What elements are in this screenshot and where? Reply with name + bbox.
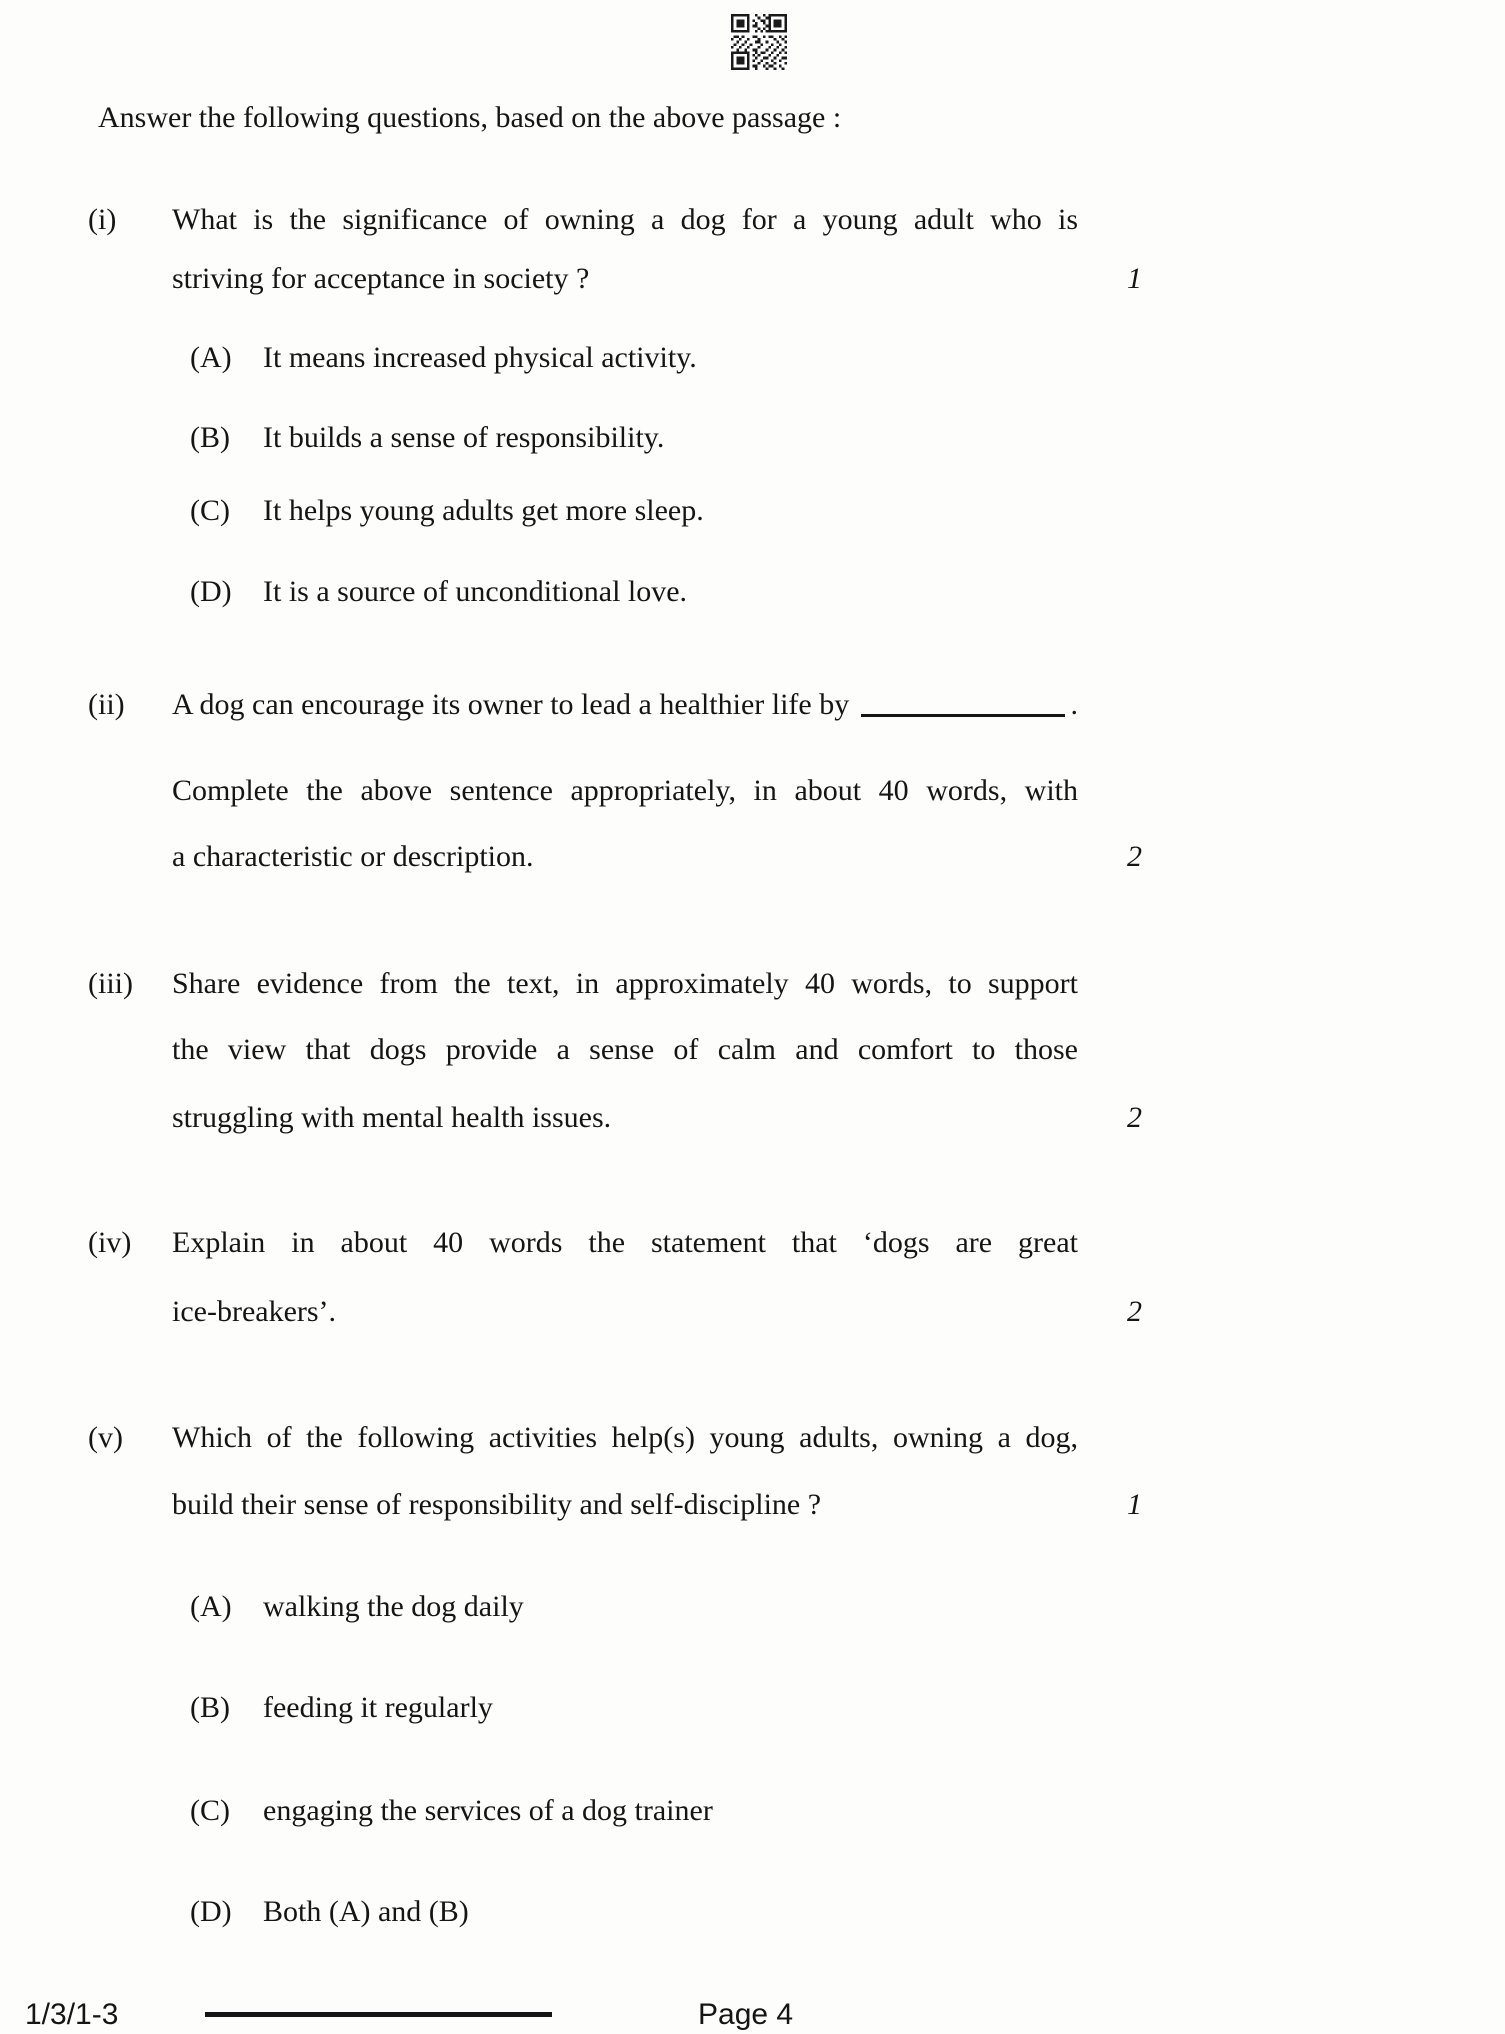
page-number-label: Page 4 <box>698 1998 794 2031</box>
option-d-label: (D) <box>190 1895 232 1928</box>
answer-blank-line <box>861 687 1064 717</box>
question-i-line-2: striving for acceptance in society ? <box>172 262 590 295</box>
option-a-label: (A) <box>190 1590 232 1623</box>
question-iv-marks: 2 <box>1127 1295 1142 1328</box>
option-d-text: It is a source of unconditional love. <box>263 575 688 608</box>
question-iii-line-2: the view that dogs provide a sense of calm and comfort to those <box>172 1033 1078 1066</box>
question-i-option-c <box>190 493 1090 529</box>
question-v-marks: 1 <box>1127 1488 1142 1521</box>
question-ii-marks: 2 <box>1127 840 1142 873</box>
option-b-label: (B) <box>190 421 230 454</box>
option-a-label: (A) <box>190 341 232 374</box>
question-v-line-1: Which of the following activities help(s) young adults, owning a dog, <box>172 1421 1078 1454</box>
question-ii-stem-text: A dog can encourage its owner to lead a healthier life by <box>172 688 850 721</box>
option-b-text: It builds a sense of responsibility. <box>263 421 665 454</box>
question-iii-number: (iii) <box>88 967 133 1000</box>
question-v-option-c <box>190 1793 1090 1829</box>
question-i-option-a <box>190 340 1090 376</box>
option-b-text: feeding it regularly <box>263 1691 493 1724</box>
question-ii-stem <box>172 687 1078 723</box>
option-a-text: It means increased physical activity. <box>263 341 697 374</box>
question-i-option-b <box>190 420 1090 456</box>
option-d-text: Both (A) and (B) <box>263 1895 469 1928</box>
option-c-text: engaging the services of a dog trainer <box>263 1794 713 1827</box>
intro-instruction: Answer the following questions, based on the above passage : <box>98 101 842 134</box>
question-iv-line-2: ice-breakers’. <box>172 1295 337 1328</box>
option-b-label: (B) <box>190 1691 230 1724</box>
question-iv-line-1: Explain in about 40 words the statement that ‘dogs are great <box>172 1226 1078 1259</box>
question-v-line-2: build their sense of responsibility and self-discipline ? <box>172 1488 822 1521</box>
qr-code-graphic <box>731 14 787 70</box>
question-v-option-b <box>190 1690 1090 1726</box>
question-iv-number: (iv) <box>88 1226 132 1259</box>
question-iii-line-1: Share evidence from the text, in approximately 40 words, to support <box>172 967 1078 1000</box>
question-i-line-1: What is the significance of owning a dog for a young adult who is <box>172 203 1078 236</box>
question-i-marks: 1 <box>1127 262 1142 295</box>
question-ii-stem-period: . <box>1070 688 1078 721</box>
question-ii-line-3: a characteristic or description. <box>172 840 534 873</box>
question-iii-line-3: struggling with mental health issues. <box>172 1101 612 1134</box>
paper-set-code: 1/3/1-3 <box>25 1998 119 2031</box>
option-c-label: (C) <box>190 1794 230 1827</box>
option-c-text: It helps young adults get more sleep. <box>263 494 704 527</box>
question-ii-number: (ii) <box>88 688 125 721</box>
question-ii-line-2: Complete the above sentence appropriately, in about 40 words, with <box>172 774 1078 807</box>
question-v-option-d <box>190 1894 1090 1930</box>
option-a-text: walking the dog daily <box>263 1590 524 1623</box>
question-i-option-d <box>190 574 1090 610</box>
option-c-label: (C) <box>190 494 230 527</box>
footer-divider-line <box>205 2012 552 2017</box>
question-v-number: (v) <box>88 1421 123 1454</box>
question-v-option-a <box>190 1589 1090 1625</box>
question-i-number: (i) <box>88 203 117 236</box>
qr-code-icon <box>731 14 787 70</box>
question-iii-marks: 2 <box>1127 1101 1142 1134</box>
option-d-label: (D) <box>190 575 232 608</box>
